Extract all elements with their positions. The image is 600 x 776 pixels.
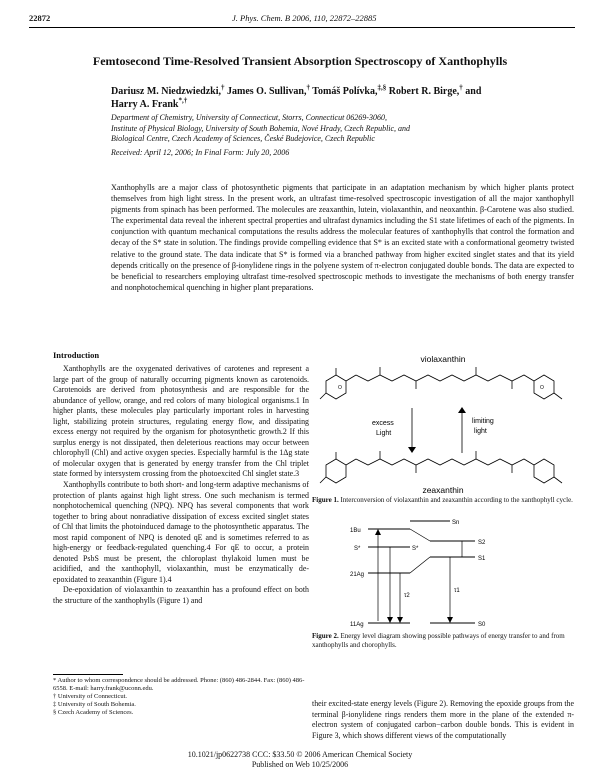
header-rule [29, 27, 575, 28]
affiliations [111, 113, 531, 145]
transition-arrows [378, 529, 462, 621]
state-s-star-left: S* [354, 546, 361, 552]
figure-2-caption-text: Energy level diagram showing possible pathways of energy transfer to and from xanthophylls and chorophylls. [312, 632, 565, 649]
fig1-limiting-label: limiting [472, 418, 494, 425]
fig1-arrowhead-down [408, 447, 416, 453]
abstract [111, 182, 574, 293]
figure-1-caption [312, 496, 574, 505]
footnote-1: † University of Connecticut. [53, 693, 128, 700]
published-line: Published on Web 10/25/2006 [251, 760, 349, 769]
violaxanthin-structure [320, 367, 562, 399]
state-sn: Sn [452, 520, 460, 526]
author-2: James O. Sullivan,† [227, 83, 310, 97]
fig1-arrowhead-up [458, 407, 466, 413]
state-s1: S1 [478, 556, 486, 562]
zeaxanthin-structure [320, 451, 562, 483]
fig1-epoxide-o-left: O [338, 385, 342, 391]
doi-line: 10.1021/jp0622738 CCC: $33.50 © 2006 American Chemical Society [187, 750, 413, 759]
affiliation-1: Department of Chemistry, University of Connecticut, Storrs, Connecticut 06269-3060, [111, 113, 387, 122]
state-s0: S0 [478, 622, 486, 628]
state-21ag: 21Ag [350, 572, 365, 578]
figure-1 [312, 353, 574, 493]
affiliation-3: Biological Centre, Czech Academy of Sciences, České Budejovice, Czech Republic [111, 134, 375, 143]
affiliation-2: Institute of Physical Biology, University of South Bohemia, Nové Hrady, Czech Republic, and [111, 123, 411, 133]
article-title: Femtosecond Time-Resolved Transient Absorption Spectroscopy of Xanthophylls [92, 54, 508, 68]
page-number: 22872 [29, 13, 51, 23]
label-tau2: τ2 [404, 593, 410, 599]
footnote-2: ‡ University of South Bohemia. [53, 701, 136, 708]
footnote-correspondence: * Author to whom correspondence should be addressed. Phone: (860) 486-2844. Fax: (860) 486-6558. E-mail: harry.frank@uconn.edu. [53, 677, 305, 692]
column-2-body: their excited-state energy levels (Figure 2). Removing the epoxide groups from the terminal β-ionylidene rings renders them more in the plane of the extended π-electron system of conjugated carbon−carbon double bonds. This is evident in Figure 3, which shows different views of the computationally [312, 699, 574, 740]
fig1-excess-label: excess [372, 420, 394, 427]
author-list [111, 85, 541, 111]
fig1-light-label-right: light [474, 428, 487, 435]
label-tau1: τ1 [454, 588, 460, 594]
section-heading-introduction: Introduction [53, 350, 100, 360]
author-5: Harry A. Frank*,† [111, 96, 188, 110]
author-3: Tomáš Polívka,‡,§ [312, 83, 387, 97]
footnotes [53, 677, 309, 717]
figure-1-caption-label: Figure 1. [312, 496, 339, 504]
footnote-rule [53, 674, 123, 675]
state-s2: S2 [478, 540, 486, 546]
figure-2-caption-label: Figure 2. [312, 632, 339, 640]
figure-1-caption-text: Interconversion of violaxanthin and zeaxanthin according to the xanthophyll cycle. [340, 496, 573, 504]
state-11ag: 11Ag [350, 622, 364, 628]
arrowheads [375, 529, 453, 623]
figure-2-graphic [350, 517, 510, 629]
fig1-label-violaxanthin: violaxanthin [420, 354, 466, 364]
author-and: and [465, 86, 482, 97]
fig1-light-label: Light [376, 430, 392, 437]
abstract-text: Xanthophylls are a major class of photosynthetic pigments that participate in an adaptation mechanism by which higher plants protect themselves from high light stress. In the present work, an ultrafast time-resolved spectroscopic investigation of all the major xanthophyll pigments from spinach has been performed. The molecules are zeaxanthin, lutein, violaxanthin, and neoxanthin. β-Carotene was also studied. The experimental data reveal the inherent spectral properties and ultrafast dynamics including the S1 state lifetimes of each of the pigments. In conjunction with quantum mechanical computations the results address the molecular features of xanthophylls that control the formation and decay of the S* state in solution. The findings provide compelling evidence that S* is an excited state with a conformational geometry twisted relative to the ground state. The data indicate that S* is formed via a branched pathway from higher excited singlet states and that its yield depends critically on the presence of β-ionylidene rings in the polyene system of π-electron conjugated double bonds. The data are expected to be beneficial to researchers employing ultrafast time-resolved spectroscopic methods to investigate the mechanisms of both energy transfer and nonphotochemical quenching in higher plant preparations. [111, 183, 574, 292]
figure-2-caption [312, 632, 574, 650]
figure-1-graphic [312, 353, 574, 493]
intro-paragraph-3: De-epoxidation of violaxanthin to zeaxanthin has a profound effect on both the structure of the xanthophylls (Figure 1) and [53, 585, 309, 606]
fig1-label-zeaxanthin: zeaxanthin [422, 485, 464, 493]
author-1: Dariusz M. Niedzwiedzki,† [111, 83, 225, 97]
footnote-3: § Czech Academy of Sciences. [53, 709, 134, 716]
figure-2 [350, 517, 510, 629]
fig1-epoxide-o-right: O [540, 385, 544, 391]
state-1bu: 1Bu [350, 528, 361, 534]
intro-paragraph-2: Xanthophylls contribute to both short- and long-term adaptive mechanisms of protection of plants against high light stress. One such mechanism is termed nonphotochemical quenching (NPQ). NPQ has several components that work together to bring about nonradiative dissipation of excess excited singlet states of Chl that limits the photoinduced damage to the photosynthetic apparatus. The most rapid component of NPQ is denoted qE and is sometimes referred to as high-energy or feedback-regulated quenching.4 For qE to occur, a protein denoted PsbS must be present, the chloroplast thylakoid lumen must be acidified, and the xanthophyll, violaxanthin, must be enzymatically de-epoxidated to zeaxanthin (Figure 1).4 [53, 480, 309, 584]
intro-paragraph-1: Xanthophylls are the oxygenated derivatives of carotenes and represent a large part of the group of naturally occurring pigments known as carotenoids. Carotenoids are derived from photosynthesis and are responsible for the abundance of yellow, orange, and red colors of many biological organisms.1 In higher plants, these molecules play particularly important roles in harvesting light, stabilizing protein structures, regulating energy flow, and dissipating excess energy not required by the organism for photosynthetic growth.2 If this surplus energy is not dissipated, then deleterious reactions may occur between chlorophyll (Chl) and active oxygen species. Especially harmful is the 1Δg state of molecular oxygen that is generated by energy transfer from the Chl triplet state formed by intersystem crossing from the photoexcited Chl singlet state.3 [53, 364, 309, 479]
received-dates: Received: April 12, 2006; In Final Form: July 20, 2006 [111, 148, 290, 157]
author-4: Robert R. Birge,† [388, 83, 463, 97]
introduction-body [53, 364, 309, 607]
state-s-star: S* [412, 546, 419, 552]
journal-citation: J. Phys. Chem. B 2006, 110, 22872–22885 [232, 13, 377, 23]
